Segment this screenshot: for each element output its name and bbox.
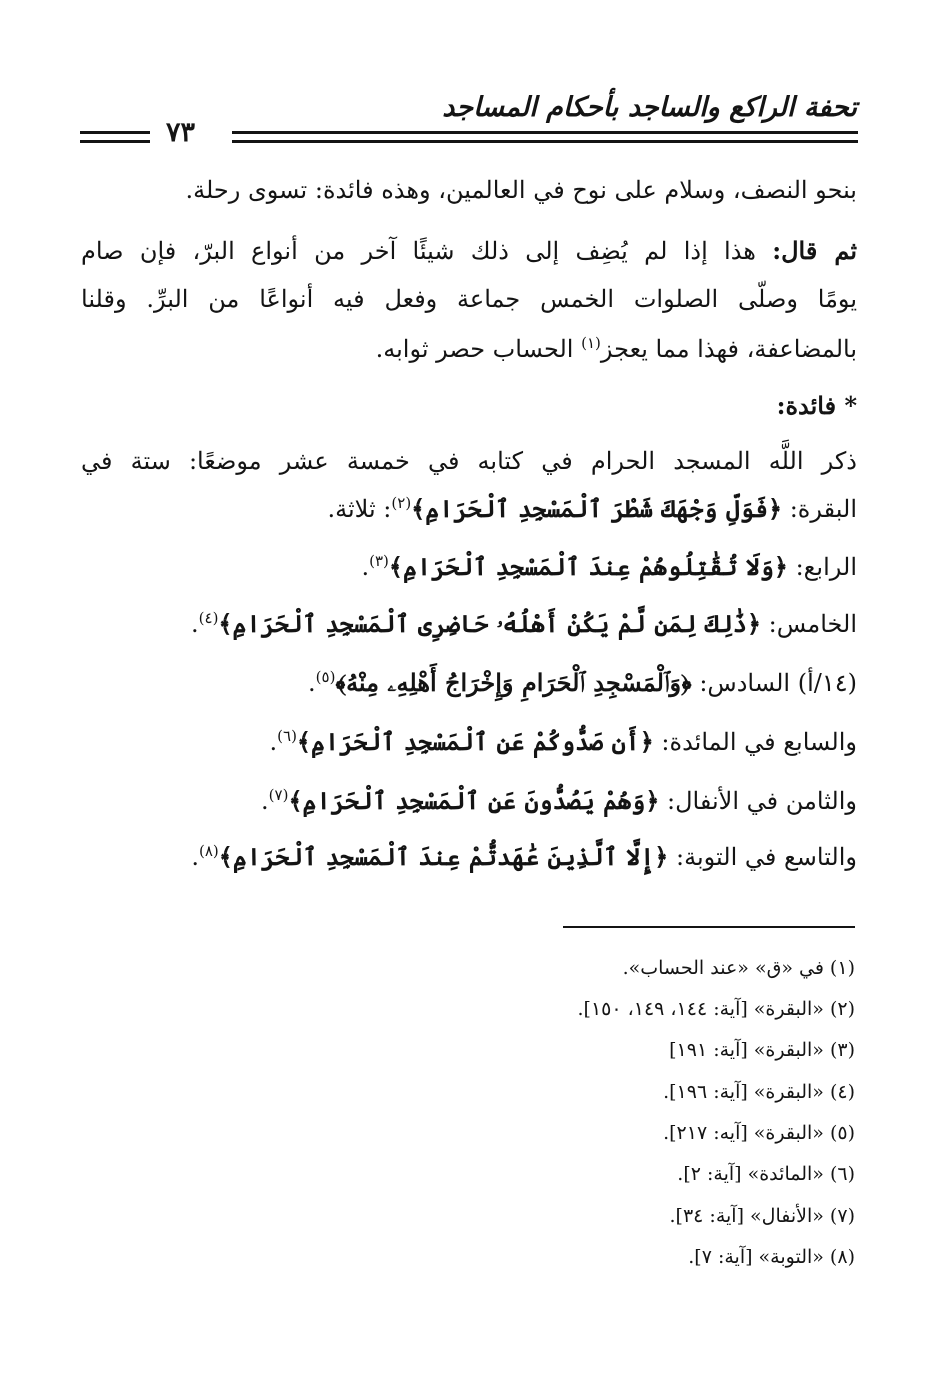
footnote-ref: (٢) — [391, 494, 412, 512]
page-number: ٧٣ — [166, 117, 196, 148]
footnote-ref: (٣) — [369, 552, 389, 570]
header-rule-right-bottom — [232, 140, 858, 143]
paragraph-line — [376, 334, 857, 363]
punctuation: . — [191, 610, 199, 638]
footnote-ref: (٥) — [315, 668, 336, 686]
verse-ordinal: والتاسع في التوبة: — [668, 843, 857, 871]
punctuation: . — [261, 787, 269, 815]
verse-line — [308, 668, 857, 697]
punctuation: . — [269, 728, 278, 756]
verse-ordinal: الرابع: — [787, 553, 857, 581]
quran-verse: ﴿وَهُمْ يَصُدُّونَ عَنِ ٱلْمَسْجِدِ ٱلْحَرَامِ﴾ — [288, 786, 660, 815]
header-rule-left-top — [80, 131, 150, 134]
footnote-separator — [563, 926, 855, 928]
paragraph-text: هذا إذا لم يُضِف إلى ذلك شيئًا آخر من أنواع البرّ، فإن صام — [81, 237, 773, 265]
footnote: (١) في «ق» «عند الحساب». — [622, 957, 855, 979]
footnote: (٤) «البقرة» [آية: ١٩٦]. — [663, 1081, 855, 1103]
footnote-ref: (٨) — [199, 842, 219, 860]
paragraph-text: : ثلاثة. — [327, 495, 392, 523]
quran-verse: ﴿فَوَلِّ وَجْهَكَ شَطْرَ ٱلْمَسْجِدِ ٱلْحَرَامِ﴾ — [411, 494, 783, 523]
footnote: (٧) «الأنفال» [آية: ٣٤]. — [669, 1205, 855, 1227]
paragraph-text: الحساب حصر ثوابه. — [375, 335, 582, 363]
header-rule-right-top — [232, 131, 858, 134]
paragraph-text: البقرة: — [782, 495, 857, 523]
punctuation: . — [361, 553, 370, 581]
paragraph-line — [328, 494, 858, 523]
verse-ordinal: الخامس: — [761, 610, 857, 638]
quran-verse: ﴿إِلَّا ٱلَّذِينَ عَٰهَدتُّمْ عِندَ ٱلْمَسْجِدِ ٱلْحَرَامِ﴾ — [218, 842, 669, 871]
punctuation: . — [191, 843, 199, 871]
running-header-title: تحفة الراكع والساجد بأحكام المساجد — [442, 92, 857, 123]
paragraph-line: ذكر اللَّه المسجد الحرام في كتابه في خمسة عشر موضعًا: ستة في — [81, 447, 857, 475]
paragraph-line: يومًا وصلّى الصلوات الخمس جماعة وفعل فيه أنواعًا من البرِّ. وقلنا — [81, 285, 858, 313]
verse-line — [361, 552, 857, 581]
paragraph-lead-bold: ثم قال: — [772, 236, 858, 265]
section-heading: * فائدة: — [776, 391, 857, 420]
verse-line — [191, 842, 857, 871]
footnote-ref: (٦) — [277, 727, 297, 745]
footnote: (٢) «البقرة» [آية: ١٤٤، ١٤٩، ١٥٠]. — [577, 998, 855, 1020]
verse-ordinal: والثامن في الأنفال: — [659, 787, 857, 815]
footnote: (٨) «التوبة» [آية: ٧]. — [688, 1246, 855, 1268]
header-rule-left-bottom — [80, 140, 150, 143]
quran-verse: ﴿وَٱلْمَسْجِدِ ٱلْحَرَامِ وَإِخْرَاجُ أَهْلِهِۦ مِنْهُ﴾ — [335, 668, 692, 697]
quran-verse: ﴿وَلَا تُقَٰتِلُوهُمْ عِندَ ٱلْمَسْجِدِ ٱلْحَرَامِ﴾ — [388, 552, 788, 581]
footnote: (٥) «البقرة» [آيه: ٢١٧]. — [663, 1122, 855, 1144]
verse-ordinal: والسابع في المائدة: — [653, 728, 857, 756]
footnote-ref: (٤) — [198, 609, 219, 627]
verse-ordinal: (١٤/أ) السادس: — [691, 669, 857, 697]
footnote: (٣) «البقرة» [آية: ١٩١] — [669, 1039, 855, 1061]
punctuation: . — [308, 669, 316, 697]
verse-line — [270, 727, 858, 756]
footnote-ref: (٧) — [268, 786, 289, 804]
paragraph-line: بنحو النصف، وسلام على نوح في العالمين، وهذه فائدة: تسوى رحلة. — [185, 176, 857, 204]
footnote-ref: (١) — [581, 334, 601, 352]
paragraph-line — [81, 236, 857, 265]
verse-line — [261, 786, 857, 815]
quran-verse: ﴿ذَٰلِكَ لِمَن لَّمْ يَكُنْ أَهْلُهُۥ حَاضِرِى ٱلْمَسْجِدِ ٱلْحَرَامِ﴾ — [218, 609, 762, 638]
quran-verse: ﴿أَن صَدُّوكُمْ عَنِ ٱلْمَسْجِدِ ٱلْحَرَامِ﴾ — [296, 727, 654, 756]
footnote: (٦) «المائدة» [آية: ٢]. — [677, 1163, 855, 1185]
verse-line — [191, 609, 857, 638]
paragraph-text: بالمضاعفة، فهذا مما يعجز — [600, 335, 857, 363]
